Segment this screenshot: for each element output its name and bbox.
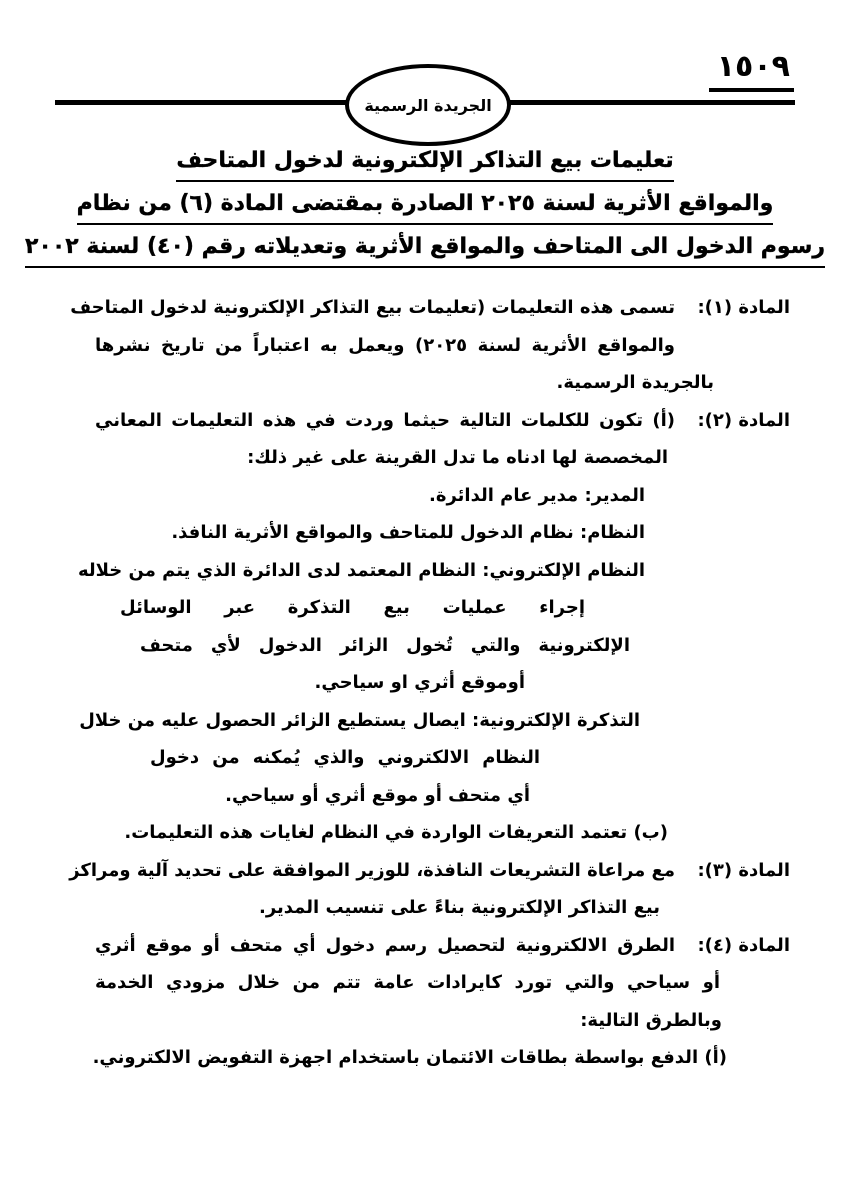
definition-line: أوموقع أثري او سياحي. <box>314 672 525 693</box>
article-line: بالجريدة الرسمية. <box>556 372 714 393</box>
article-4 <box>60 927 790 1077</box>
definition-line: النظام الالكتروني والذي يُمكنه من دخول <box>150 747 540 768</box>
document-body <box>60 289 790 1077</box>
article-line: (أ) الدفع بواسطة بطاقات الائتمان باستخدام اجهزة التفويض الالكتروني. <box>92 1047 727 1068</box>
article-2 <box>60 402 790 852</box>
article-3 <box>60 852 790 927</box>
definition-line: التذكرة الإلكترونية: ايصال يستطيع الزائر الحصول عليه من خلال <box>79 709 640 731</box>
article-line: والمواقع الأثرية لسنة ٢٠٢٥) ويعمل به اعتباراً من تاريخ نشرها <box>95 334 675 356</box>
definition-line: النظام: نظام الدخول للمتاحف والمواقع الأثرية النافذ. <box>171 522 645 543</box>
article-line: (أ) تكون للكلمات التالية حيثما وردت في هذه التعليمات المعاني <box>95 409 675 431</box>
title-line-text: رسوم الدخول الى المتاحف والمواقع الأثرية وتعديلاته رقم (٤٠) لسنة ٢٠٠٢ <box>25 232 825 268</box>
article-line: (ب) تعتمد التعريفات الواردة في النظام لغايات هذه التعليمات. <box>124 822 668 843</box>
document-title <box>0 146 850 275</box>
definition-line: إجراء عمليات بيع التذكرة عبر الوسائل <box>120 597 585 618</box>
article-line: وبالطرق التالية: <box>580 1009 722 1031</box>
title-line <box>0 232 850 275</box>
definition-line: المدير: مدير عام الدائرة. <box>428 484 645 506</box>
article-1 <box>60 289 790 402</box>
definition-line: الإلكترونية والتي تُخول الزائر الدخول لأي متحف <box>140 634 630 656</box>
gazette-seal-ellipse <box>345 64 511 146</box>
article-line: مع مراعاة التشريعات النافذة، للوزير الموافقة على تحديد آلية ومراكز <box>69 859 675 881</box>
journal-name: الجريدة الرسمية <box>364 95 492 115</box>
title-line-text: والمواقع الأثرية لسنة ٢٠٢٥ الصادرة بمقتضى المادة (٦) من نظام <box>77 189 774 225</box>
title-line-text: تعليمات بيع التذاكر الإلكترونية لدخول المتاحف <box>176 146 673 182</box>
article-1-label: المادة (١): <box>697 297 790 318</box>
article-line: الطرق الالكترونية لتحصيل رسم دخول أي متحف أو موقع أثري <box>95 934 675 956</box>
title-line <box>0 189 850 232</box>
article-3-label: المادة (٣): <box>697 859 790 881</box>
article-line: أو سياحي والتي تورد كايرادات عامة تتم من خلال مزودي الخدمة <box>95 972 720 993</box>
page-number: ١٥٠٩ <box>709 50 794 92</box>
article-line: تسمى هذه التعليمات (تعليمات بيع التذاكر الإلكترونية لدخول المتاحف <box>70 297 675 318</box>
article-line: بيع التذاكر الإلكترونية بناءً على تنسيب المدير. <box>258 897 660 918</box>
definition-line: أي متحف أو موقع أثري أو سياحي. <box>225 784 530 806</box>
title-line <box>0 146 850 189</box>
definition-line: النظام الإلكتروني: النظام المعتمد لدى الدائرة الذي يتم من خلاله <box>77 559 645 581</box>
article-2-label: المادة (٢): <box>697 409 790 431</box>
page-content <box>0 146 850 1077</box>
article-4-label: المادة (٤): <box>697 934 790 956</box>
article-line: المخصصة لها ادناه ما تدل القرينة على غير ذلك: <box>247 447 668 468</box>
